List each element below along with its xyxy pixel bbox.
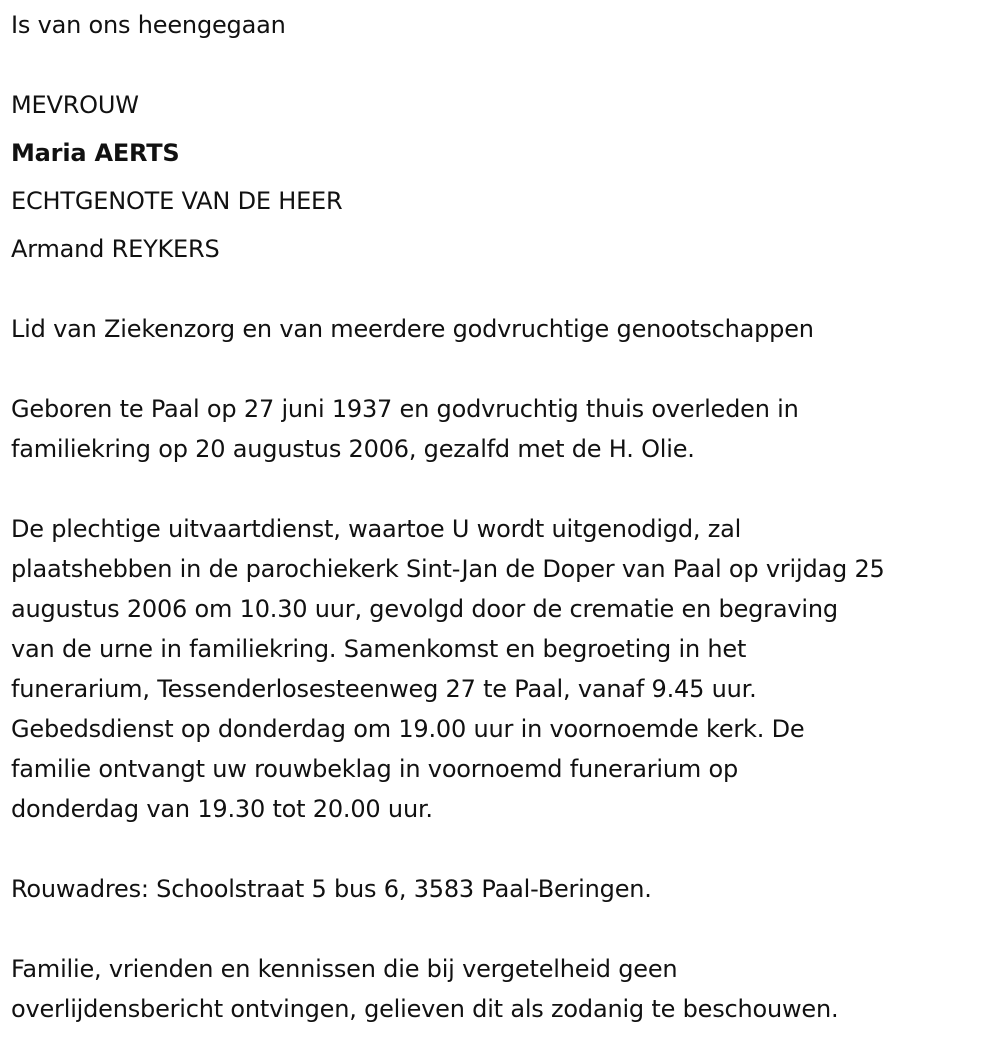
birth-death-line: familiekring op 20 augustus 2006, gezalfd met de H. Olie. xyxy=(11,435,695,463)
funeral-line: donderdag van 19.30 tot 20.00 uur. xyxy=(11,795,433,823)
funeral-line: Gebedsdienst op donderdag om 19.00 uur in voornoemde kerk. De xyxy=(11,715,805,743)
membership-text: Lid van Ziekenzorg en van meerdere godvruchtige genootschappen xyxy=(11,315,814,343)
intro-text: Is van ons heengegaan xyxy=(11,11,286,39)
funeral-line: De plechtige uitvaartdienst, waartoe U wordt uitgenodigd, zal xyxy=(11,515,742,543)
address-text: Rouwadres: Schoolstraat 5 bus 6, 3583 Paal-Beringen. xyxy=(11,875,652,903)
spouse-name: Armand REYKERS xyxy=(11,235,220,263)
relation-text: ECHTGENOTE VAN DE HEER xyxy=(11,187,343,215)
closing-line: overlijdensbericht ontvingen, gelieven dit als zodanig te beschouwen. xyxy=(11,995,839,1023)
funeral-line: funerarium, Tessenderlosesteenweg 27 te Paal, vanaf 9.45 uur. xyxy=(11,675,757,703)
funeral-line: familie ontvangt uw rouwbeklag in voornoemd funerarium op xyxy=(11,755,739,783)
funeral-line: van de urne in familiekring. Samenkomst en begroeting in het xyxy=(11,635,747,663)
birth-death-line: Geboren te Paal op 27 juni 1937 en godvruchtig thuis overleden in xyxy=(11,395,799,423)
funeral-line: plaatshebben in de parochiekerk Sint-Jan de Doper van Paal op vrijdag 25 xyxy=(11,555,885,583)
title-text: MEVROUW xyxy=(11,91,139,119)
deceased-name: Maria AERTS xyxy=(11,139,180,167)
closing-line: Familie, vrienden en kennissen die bij vergetelheid geen xyxy=(11,955,678,983)
funeral-line: augustus 2006 om 10.30 uur, gevolgd door de crematie en begraving xyxy=(11,595,838,623)
